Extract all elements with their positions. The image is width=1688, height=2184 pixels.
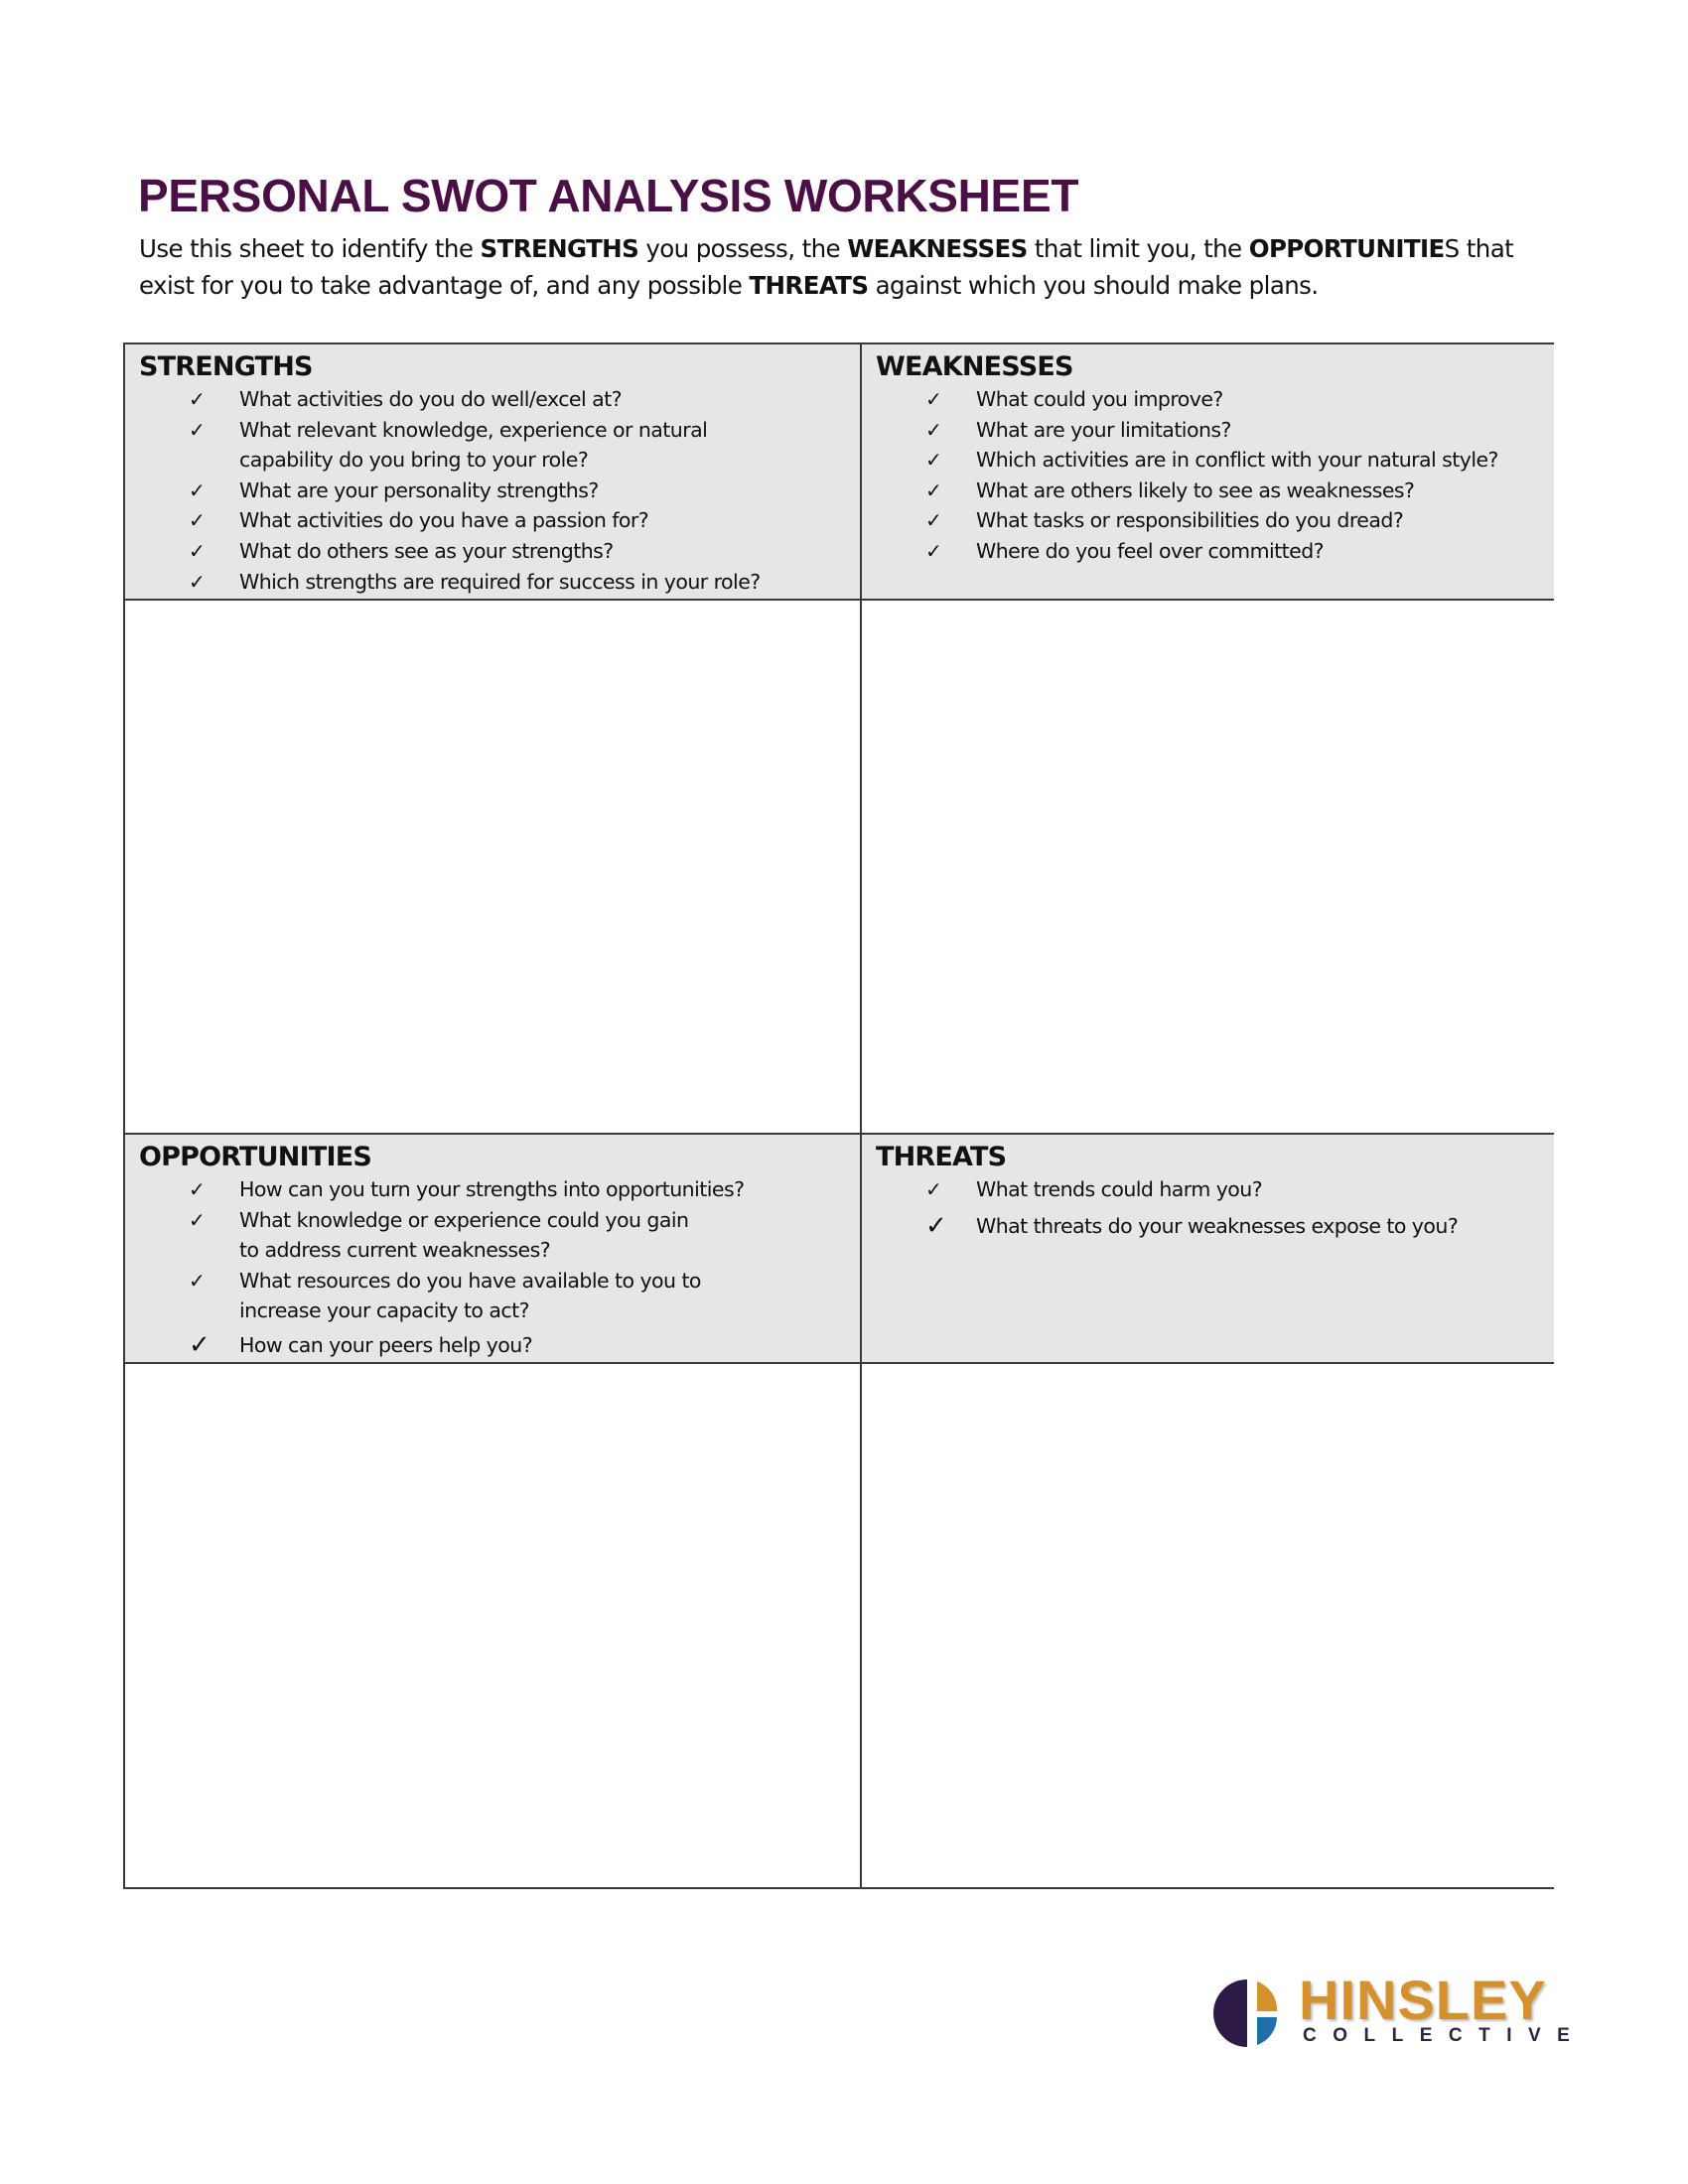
- question-item: [125, 1205, 860, 1266]
- question-item: [125, 1330, 860, 1361]
- checkmark-icon: ✓: [925, 1177, 942, 1201]
- weaknesses-answer-area[interactable]: [862, 601, 1554, 1133]
- strengths-heading: STRENGTHS: [139, 351, 313, 382]
- checkmark-icon: ✓: [925, 448, 942, 473]
- question-text: How can your peers help you?: [239, 1332, 533, 1357]
- strengths-prompt-cell: [125, 344, 860, 599]
- question-item: [125, 415, 860, 476]
- question-item: [862, 415, 1554, 446]
- checkmark-icon: ✓: [925, 387, 942, 411]
- question-text: How can you turn your strengths into opportunities?: [239, 1177, 745, 1201]
- question-item: [125, 384, 860, 415]
- question-item: [125, 476, 860, 506]
- strengths-question-list: [125, 384, 860, 597]
- question-text: What activities do you have a passion for?: [239, 508, 649, 533]
- opportunities-answer-area[interactable]: [125, 1364, 860, 1887]
- checkmark-icon: ✓: [925, 1210, 947, 1241]
- column-divider: [860, 344, 862, 1887]
- question-text: Where do you feel over committed?: [976, 538, 1324, 563]
- row-divider: [125, 1133, 1552, 1135]
- threats-heading: THREATS: [876, 1142, 1007, 1172]
- checkmark-icon: ✓: [189, 1177, 206, 1201]
- checkmark-icon: ✓: [189, 1207, 206, 1232]
- question-text: What do others see as your strengths?: [239, 538, 614, 563]
- checkmark-icon: ✓: [189, 1268, 206, 1293]
- question-text: What could you improve?: [976, 387, 1223, 411]
- checkmark-icon: ✓: [925, 478, 942, 502]
- checkmark-icon: ✓: [925, 417, 942, 442]
- threats-answer-area[interactable]: [862, 1364, 1554, 1887]
- intro-text-segment: against which you should make plans.: [868, 271, 1319, 300]
- opportunities-prompt-cell: [125, 1135, 860, 1362]
- question-item: [862, 536, 1554, 567]
- checkmark-icon: ✓: [189, 387, 206, 411]
- weaknesses-prompt-cell: [862, 344, 1554, 599]
- threats-question-list: [862, 1174, 1554, 1241]
- checkmark-icon: ✓: [189, 508, 206, 533]
- question-item: [862, 1211, 1554, 1242]
- logo-subtitle: COLLECTIVE: [1303, 2025, 1587, 2046]
- intro-opportunities-keyword-tail: S: [1444, 234, 1460, 263]
- question-text: What are your limitations?: [976, 417, 1231, 442]
- strengths-answer-area[interactable]: [125, 601, 860, 1133]
- intro-text-segment: you possess, the: [638, 234, 848, 263]
- question-item: [862, 505, 1554, 536]
- intro-text: [139, 230, 1559, 304]
- checkmark-icon: ✓: [925, 538, 942, 563]
- opportunities-question-list: [125, 1174, 860, 1361]
- intro-weaknesses-keyword: WEAKNESSES: [847, 234, 1028, 263]
- question-item: [125, 1266, 860, 1326]
- question-item: [125, 505, 860, 536]
- swot-table: [123, 342, 1554, 1889]
- page-title: PERSONAL SWOT ANALYSIS WORKSHEET: [138, 170, 1079, 221]
- question-item: [862, 445, 1554, 476]
- checkmark-icon: ✓: [189, 1329, 211, 1360]
- row-divider: [125, 599, 1552, 601]
- weaknesses-question-list: [862, 384, 1554, 567]
- question-item: [125, 567, 860, 598]
- question-text: What trends could harm you?: [976, 1177, 1263, 1201]
- hinsley-collective-logo: [1213, 1969, 1587, 2055]
- question-item: [125, 1174, 860, 1205]
- intro-text-segment: Use this sheet to identify the: [139, 234, 481, 263]
- checkmark-icon: ✓: [925, 508, 942, 533]
- question-text: What are your personality strengths?: [239, 478, 599, 502]
- question-text: What threats do your weaknesses expose to you?: [976, 1213, 1459, 1238]
- question-text: What tasks or responsibilities do you dread?: [976, 508, 1404, 533]
- question-text: What knowledge or experience could you gain to address current weaknesses?: [239, 1207, 689, 1263]
- opportunities-heading: OPPORTUNITIES: [139, 1142, 371, 1172]
- question-text: What activities do you do well/excel at?: [239, 387, 622, 411]
- weaknesses-heading: WEAKNESSES: [876, 351, 1073, 382]
- checkmark-icon: ✓: [189, 417, 206, 442]
- question-item: [862, 476, 1554, 506]
- intro-text-segment: that limit you, the: [1027, 234, 1249, 263]
- intro-strengths-keyword: STRENGTHS: [480, 234, 639, 263]
- question-item: [862, 1174, 1554, 1205]
- checkmark-icon: ✓: [189, 569, 206, 594]
- question-text: What are others likely to see as weaknesses?: [976, 478, 1415, 502]
- row-divider: [125, 1362, 1552, 1364]
- intro-opportunities-keyword: OPPORTUNITIE: [1248, 234, 1445, 263]
- checkmark-icon: ✓: [189, 478, 206, 502]
- question-item: [125, 536, 860, 567]
- question-text: What resources do you have available to you to increase your capacity to act?: [239, 1268, 701, 1323]
- hinsley-logo-mark-icon: [1213, 1978, 1283, 2049]
- intro-threats-keyword: THREATS: [749, 271, 869, 300]
- threats-prompt-cell: [862, 1135, 1554, 1362]
- question-item: [862, 384, 1554, 415]
- question-text: Which strengths are required for success in your role?: [239, 569, 761, 594]
- intro-text-segment: that exist for you to take advantage of, and any possible: [139, 234, 1514, 300]
- checkmark-icon: ✓: [189, 538, 206, 563]
- question-text: What relevant knowledge, experience or natural capability do you bring to your role?: [239, 417, 708, 473]
- question-text: Which activities are in conflict with your natural style?: [976, 448, 1498, 473]
- logo-name: HINSLEY: [1299, 1969, 1547, 2031]
